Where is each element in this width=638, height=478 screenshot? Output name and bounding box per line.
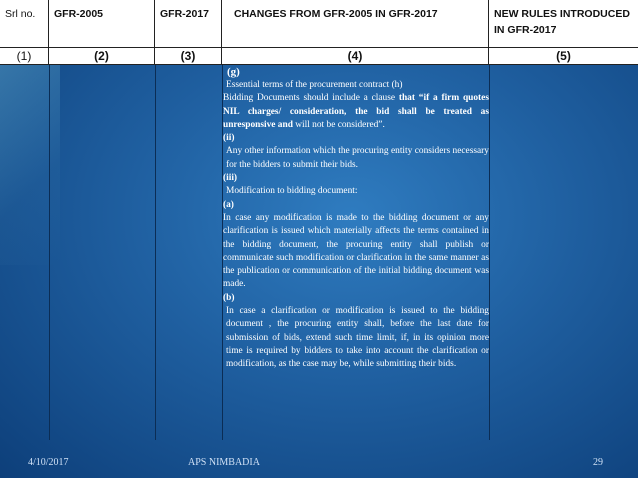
header-new-rules: NEW RULES INTRODUCED IN GFR-2017: [489, 0, 638, 48]
column-number-2: (2): [49, 48, 155, 65]
footer-page-number: 29: [593, 457, 603, 468]
item-iii-label: (iii): [223, 173, 238, 184]
item-b-text: In case a clarification or modification is issued to the bidding document , the procuring entity shall, before the last date for submission of bids, extend such time limit, if, in its opinion more time is required by bidders to take into account the clarification or modification, as the case may be, while submitting their bids.: [226, 306, 489, 370]
decorative-shading: [0, 65, 60, 265]
table-header-row: [0, 0, 638, 48]
header-gfr-2005: GFR-2005: [49, 0, 155, 48]
footer-date: 4/10/2017: [28, 457, 69, 468]
column-divider: [49, 65, 50, 440]
header-srl-no: Srl no.: [0, 0, 49, 48]
column-number-5: (5): [489, 48, 638, 65]
changes-content: [223, 65, 489, 372]
column-number-4: (4): [222, 48, 489, 65]
item-a-text: In case any modification is made to the bidding document or any clarification is issued which materially affects the terms contained in the bidding document, the procuring entity shall publish or communicate such modification or clarification in the same manner as the publication or communication of the initial bidding document was made.: [223, 212, 489, 290]
essential-terms: Essential terms of the procurement contract (h): [226, 80, 403, 90]
bidding-clause-end: will not be considered”.: [292, 119, 385, 130]
bidding-clause-bold: that “if a firm quotes NIL charges/ consideration, the bid shall be treated as unresponsive and: [223, 93, 489, 130]
item-g-label: (g): [227, 66, 240, 78]
essential-terms-text: [223, 79, 489, 92]
column-number-3: (3): [155, 48, 222, 65]
header-changes: CHANGES FROM GFR-2005 IN GFR-2017: [222, 0, 489, 48]
header-gfr-2017: GFR-2017: [155, 0, 222, 48]
item-iii-text: Modification to bidding document:: [226, 186, 358, 197]
column-number-1: (1): [0, 48, 49, 65]
item-ii-text: Any other information which the procuring entity considers necessary for the bidders to submit their bids.: [226, 146, 489, 170]
bidding-documents-text: [223, 92, 489, 132]
footer-author: APS NIMBADIA: [188, 457, 260, 468]
column-divider: [155, 65, 156, 440]
column-divider: [489, 65, 490, 440]
table-number-row: [0, 48, 638, 65]
item-ii-label: (ii): [223, 133, 235, 144]
bidding-clause-intro: Bidding Documents should include a clause: [223, 93, 399, 104]
item-a-label: (a): [223, 199, 234, 210]
item-b-label: (b): [223, 292, 235, 303]
